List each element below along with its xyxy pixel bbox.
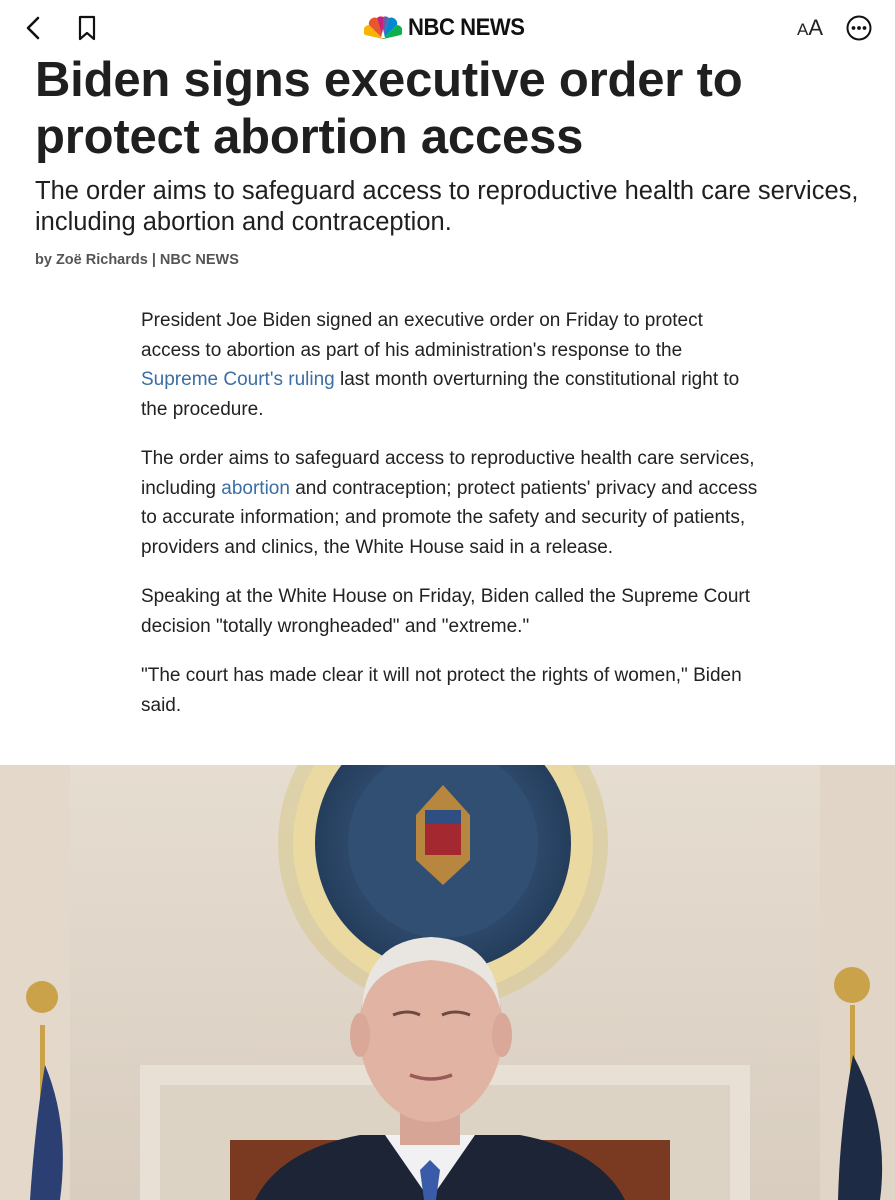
brand-wordmark: NBC NEWS bbox=[408, 14, 525, 41]
article-headline: Biden signs executive order to protect abortion access bbox=[35, 53, 743, 164]
paragraph-3: Speaking at the White House on Friday, Biden called the Supreme Court decision "totally wrongheaded" and "extreme." bbox=[141, 586, 751, 637]
chevron-left-icon bbox=[24, 15, 42, 41]
article-body bbox=[141, 306, 761, 740]
text-size-large-glyph: A bbox=[808, 15, 824, 40]
text-size-button[interactable] bbox=[790, 12, 830, 44]
top-toolbar bbox=[0, 0, 895, 58]
more-horizontal-icon bbox=[845, 14, 873, 42]
article-dek: The order aims to safeguard access to reproductive health care services, including abortion and contraception. bbox=[35, 177, 859, 236]
article-photo bbox=[0, 765, 895, 1200]
paragraph-4: "The court has made clear it will not protect the rights of women," Biden said. bbox=[141, 665, 742, 716]
more-options-button[interactable] bbox=[842, 12, 876, 44]
nbc-news-logo bbox=[364, 12, 535, 44]
abortion-link[interactable]: abortion bbox=[221, 477, 290, 499]
article-byline: by Zoë Richards | NBC NEWS bbox=[35, 252, 239, 268]
bookmark-icon bbox=[77, 15, 97, 41]
peacock-icon bbox=[364, 15, 402, 41]
supreme-court-ruling-link[interactable]: Supreme Court's ruling bbox=[141, 369, 335, 390]
text-size-small-glyph: A bbox=[796, 20, 809, 39]
photo-illustration bbox=[0, 765, 895, 1200]
back-button[interactable] bbox=[18, 12, 48, 44]
paragraph-2: The order aims to safeguard access to reproductive health care services, including abortion and contraception; protect patients' privacy and access to accurate information; and promote the safety and security of patients, providers and clinics, the White House said in a release. bbox=[141, 448, 758, 558]
bookmark-button[interactable] bbox=[72, 12, 102, 44]
paragraph-1: President Joe Biden signed an executive order on Friday to protect access to abortion as part of his administration's response to the Supreme Court's ruling last month overturning the constitutional right to the procedure. bbox=[141, 310, 740, 420]
